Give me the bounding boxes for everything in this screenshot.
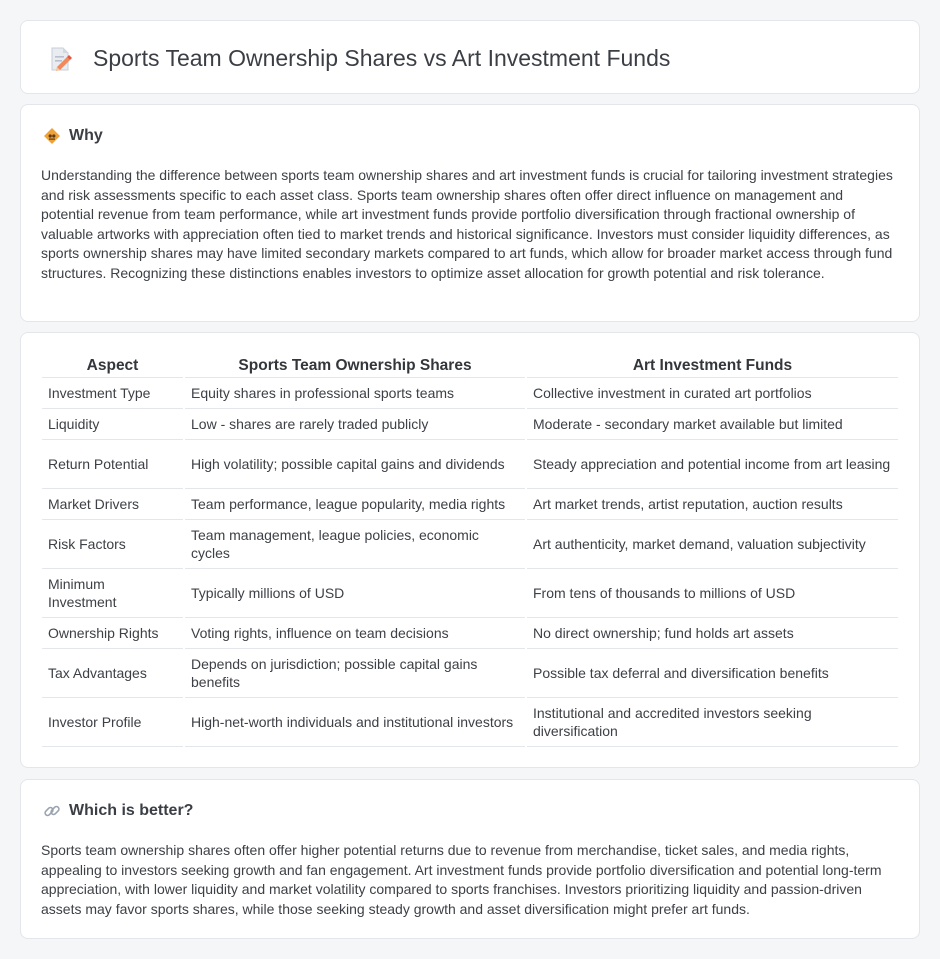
art-cell: Collective investment in curated art portfolios (526, 377, 898, 408)
sports-cell: Depends on jurisdiction; possible capital gains benefits (184, 648, 526, 697)
better-paragraph: Sports team ownership shares often offer higher potential returns due to revenue from merchandise, ticket sales, and media rights, appealing to investors seeking growth and fan engagement. Art investment funds provide portfolio diversification and potential long-term appreciation, with lower liquidity and market volatility compared to sports franchises. Investors prioritizing liquidity and passion-driven assets may favor sports shares, while those seeking steady growth and asset diversification might prefer art funds. (41, 842, 882, 917)
sports-cell: Voting rights, influence on team decisions (184, 617, 526, 648)
page-title: Sports Team Ownership Shares vs Art Investment Funds (93, 45, 671, 71)
column-header: Aspect (42, 355, 184, 377)
sports-cell: Team management, league policies, economic cycles (184, 519, 526, 568)
comparison-card (20, 332, 920, 768)
table-row (42, 439, 898, 488)
title-row (47, 45, 670, 72)
aspect-cell: Tax Advantages (42, 648, 184, 697)
aspect-cell: Investor Profile (42, 697, 184, 746)
column-header: Sports Team Ownership Shares (184, 355, 526, 377)
which-better-card (20, 779, 920, 939)
comparison-table (42, 355, 898, 747)
lightbulb-diamond-icon (43, 127, 61, 145)
table-row (42, 697, 898, 746)
document-pencil-icon (47, 46, 73, 72)
sports-cell: Team performance, league popularity, media rights (184, 488, 526, 519)
aspect-cell: Market Drivers (42, 488, 184, 519)
table-row (42, 617, 898, 648)
why-header (43, 127, 103, 145)
art-cell: Steady appreciation and potential income from art leasing (526, 439, 898, 488)
aspect-cell: Investment Type (42, 377, 184, 408)
sports-cell: High volatility; possible capital gains and dividends (184, 439, 526, 488)
column-header: Art Investment Funds (526, 355, 898, 377)
sports-cell: Equity shares in professional sports teams (184, 377, 526, 408)
aspect-cell: Risk Factors (42, 519, 184, 568)
table-row (42, 519, 898, 568)
aspect-cell: Liquidity (42, 408, 184, 439)
table-header-row (42, 355, 898, 377)
sports-cell: Typically millions of USD (184, 568, 526, 617)
art-cell: Art market trends, artist reputation, auction results (526, 488, 898, 519)
why-card (20, 104, 920, 322)
table-row (42, 648, 898, 697)
better-heading: Which is better? (69, 802, 194, 819)
aspect-cell: Return Potential (42, 439, 184, 488)
art-cell: From tens of thousands to millions of USD (526, 568, 898, 617)
art-cell: No direct ownership; fund holds art assets (526, 617, 898, 648)
table-row (42, 408, 898, 439)
title-card (20, 20, 920, 94)
aspect-cell: Ownership Rights (42, 617, 184, 648)
table-row (42, 488, 898, 519)
why-heading: Why (69, 127, 103, 144)
table-row (42, 377, 898, 408)
table-row (42, 568, 898, 617)
art-cell: Art authenticity, market demand, valuation subjectivity (526, 519, 898, 568)
link-icon (43, 802, 61, 820)
art-cell: Moderate - secondary market available but limited (526, 408, 898, 439)
sports-cell: High-net-worth individuals and institutional investors (184, 697, 526, 746)
better-header (43, 802, 193, 820)
sports-cell: Low - shares are rarely traded publicly (184, 408, 526, 439)
art-cell: Possible tax deferral and diversification benefits (526, 648, 898, 697)
art-cell: Institutional and accredited investors seeking diversification (526, 697, 898, 746)
why-paragraph: Understanding the difference between sports team ownership shares and art investment funds is crucial for tailoring investment strategies and risk assessments specific to each asset class. Sports team ownership shares often offer direct influence on management and potential revenue from team performance, while art investment funds provide portfolio diversification through fractional ownership of valuable artworks with appreciation often tied to market trends and historical significance. Investors must consider liquidity differences, as sports ownership shares may have limited secondary markets compared to art funds, which allow for broader market access through fund structures. Recognizing these distinctions enables investors to optimize asset allocation for growth potential and risk tolerance. (41, 167, 893, 281)
aspect-cell: Minimum Investment (42, 568, 184, 617)
